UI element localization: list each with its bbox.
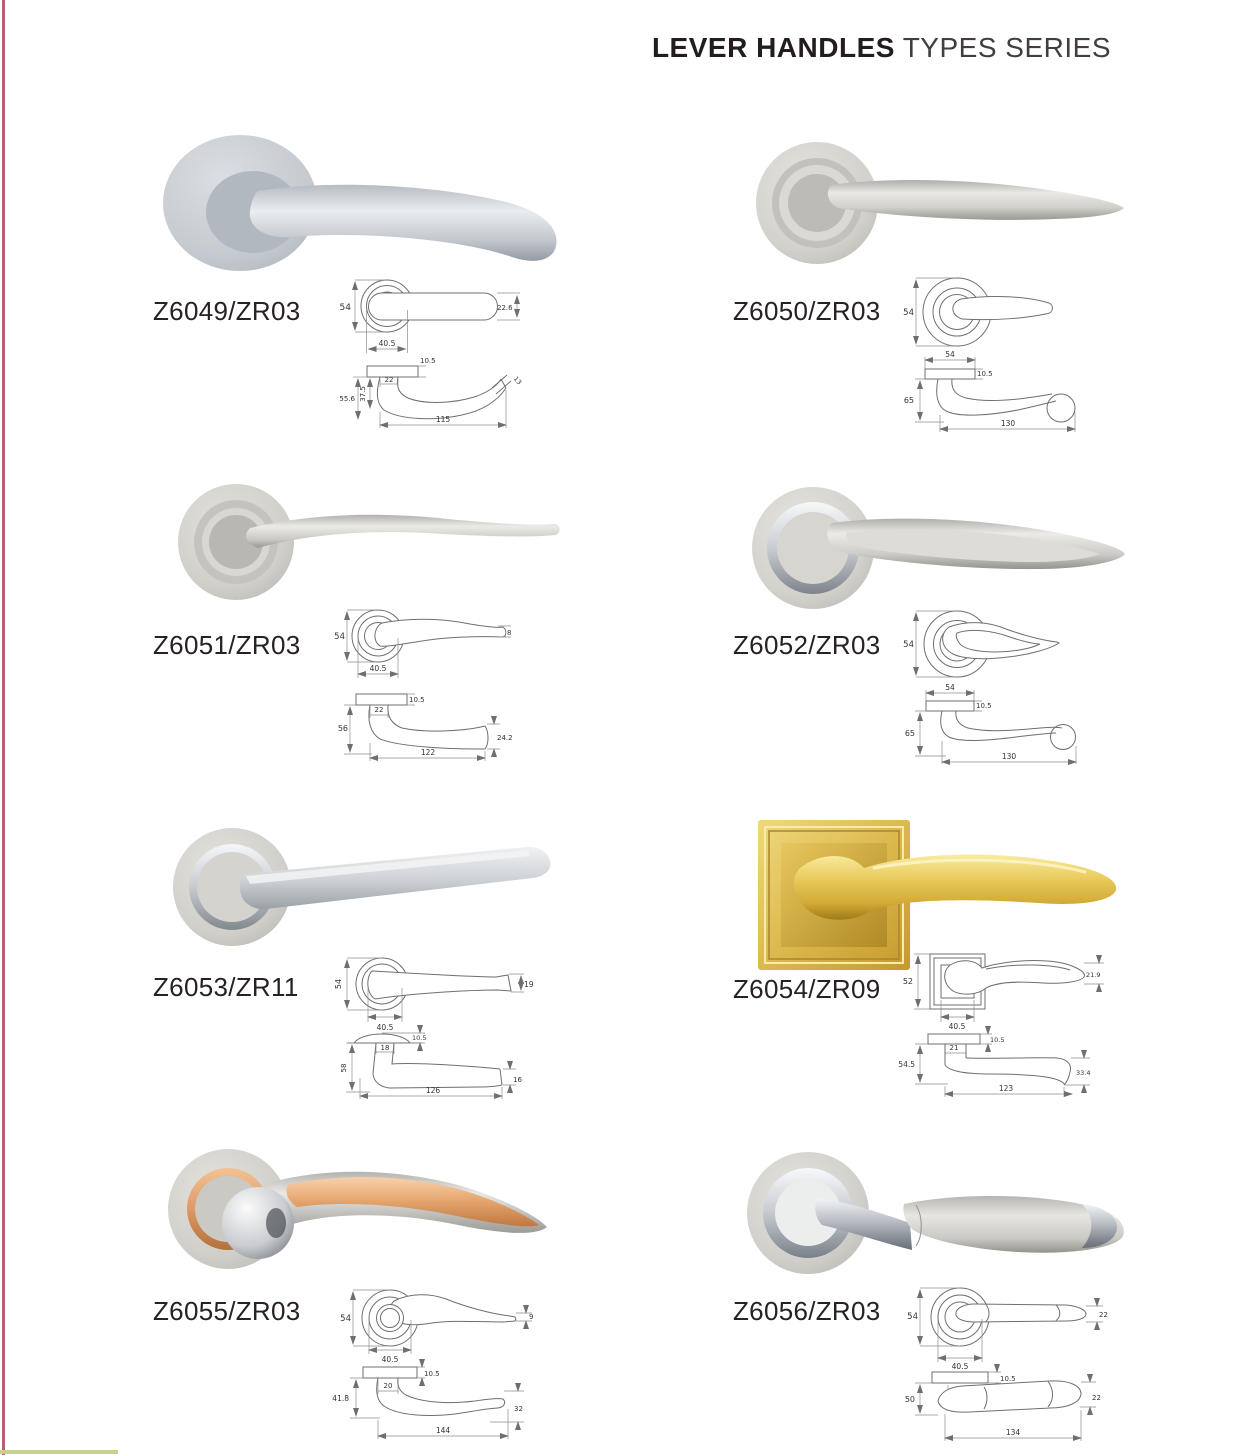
dim-h1: 41.8 — [332, 1394, 349, 1403]
dim-rose-t: 10.5 — [990, 1036, 1005, 1044]
dim-rose-dia: 54 — [903, 308, 914, 318]
technical-drawing-z6056 — [900, 1270, 1122, 1455]
front-view — [907, 1288, 1108, 1371]
dim-rose-w: 54 — [945, 350, 955, 359]
dim-h1: 54.5 — [898, 1060, 915, 1069]
dim-rose-t: 10.5 — [1000, 1375, 1016, 1383]
side-view — [332, 1359, 524, 1439]
dim-h1: 56 — [337, 724, 348, 733]
dim-len: 130 — [1000, 419, 1016, 428]
product-model: Z6049/ZR03 — [153, 296, 301, 326]
dim-h2: 37.5 — [359, 386, 367, 402]
side-view — [905, 683, 1076, 764]
dim-neck-w: 22 — [374, 706, 384, 714]
dim-neck-w: 20 — [383, 1382, 393, 1390]
dim-rose-w: 40.5 — [381, 1355, 399, 1364]
product-model: Z6050/ZR03 — [733, 296, 881, 326]
dim-end-w: 22 — [1092, 1394, 1101, 1402]
side-view — [339, 357, 523, 428]
page-title-light: TYPES SERIES — [902, 32, 1111, 63]
side-view — [338, 694, 513, 761]
dim-neck-w: 22 — [384, 376, 394, 384]
dim-len: 123 — [998, 1084, 1014, 1093]
front-view — [340, 280, 520, 353]
product-photo-z6051 — [148, 476, 575, 614]
dim-end-w: 13 — [511, 374, 524, 387]
dim-rose-w: 40.5 — [369, 664, 387, 673]
dim-rose-t: 10.5 — [409, 696, 425, 704]
technical-drawing-z6051 — [330, 606, 552, 784]
dim-lever-w: 21.9 — [1086, 971, 1101, 979]
dim-h1: 55.6 — [339, 395, 355, 403]
dim-rose-dia: 54 — [340, 1314, 351, 1324]
product-model: Z6054/ZR09 — [733, 974, 881, 1004]
dim-rose-w: 40.5 — [948, 1022, 966, 1031]
dim-rose-t: 10.5 — [420, 357, 436, 365]
dim-lever-w: 8 — [507, 629, 512, 637]
product-model: Z6055/ZR03 — [153, 1296, 301, 1326]
technical-drawing-z6049 — [330, 270, 552, 448]
dim-rose-dia: 54 — [334, 978, 343, 990]
dim-h1: 65 — [904, 729, 915, 738]
dim-h1: 50 — [904, 1395, 915, 1404]
product-photo-z6053 — [148, 810, 570, 962]
handle-photo — [747, 1152, 1124, 1274]
dim-len: 122 — [420, 748, 436, 757]
dim-len: 134 — [1005, 1428, 1021, 1437]
front-view — [334, 610, 511, 678]
dim-rose-w: 54 — [945, 683, 955, 692]
side-view — [905, 1364, 1101, 1441]
product-model: Z6052/ZR03 — [733, 630, 881, 660]
dim-rose-t: 10.5 — [412, 1034, 427, 1042]
product-model: Z6056/ZR03 — [733, 1296, 881, 1326]
page-title-bold: LEVER HANDLES — [651, 32, 895, 63]
front-view — [903, 611, 1059, 677]
dim-neck-w: 18 — [380, 1044, 390, 1052]
dim-rose-dia: 54 — [907, 1312, 918, 1322]
dim-end-w: 16 — [513, 1076, 522, 1084]
dim-rose-dia: 52 — [902, 977, 913, 986]
product-model: Z6053/ZR11 — [153, 972, 299, 1002]
dim-len: 115 — [435, 415, 451, 424]
page-left-accent — [2, 0, 5, 1455]
handle-photo — [168, 1149, 547, 1269]
front-view — [340, 1290, 533, 1364]
technical-drawing-z6052 — [900, 606, 1100, 784]
dim-lever-w: 9 — [529, 1313, 534, 1321]
front-view — [334, 958, 534, 1032]
dim-end-w: 33.4 — [1076, 1069, 1091, 1077]
dim-neck-w: 21 — [949, 1044, 959, 1052]
technical-drawing-z6053 — [330, 946, 552, 1118]
dim-lever-w: 19 — [524, 980, 534, 989]
dim-len: 126 — [425, 1086, 441, 1095]
dim-rose-dia: 54 — [903, 640, 914, 650]
product-model: Z6051/ZR03 — [153, 630, 301, 660]
handle-photo — [756, 142, 1124, 264]
side-view — [898, 1026, 1090, 1097]
product-photo-z6055 — [140, 1126, 572, 1290]
dim-len: 130 — [1001, 752, 1017, 761]
dim-rose-t: 10.5 — [424, 1370, 440, 1378]
page-title — [652, 32, 1111, 64]
handle-photo — [163, 135, 557, 271]
side-view — [904, 350, 1075, 432]
dim-len: 144 — [435, 1426, 451, 1435]
dim-rose-t: 10.5 — [976, 702, 992, 710]
dim-h1: 58 — [340, 1063, 348, 1073]
product-photo-z6049 — [140, 133, 570, 291]
product-photo-z6050 — [725, 136, 1140, 270]
dim-rose-t: 10.5 — [977, 370, 993, 378]
technical-drawing-z6054 — [900, 946, 1122, 1118]
product-photo-z6052 — [720, 478, 1140, 620]
dim-rose-w: 40.5 — [378, 339, 396, 348]
dim-end-w: 32 — [514, 1405, 523, 1413]
front-view — [903, 278, 1052, 346]
dim-lever-w: 22.6 — [497, 304, 513, 312]
dim-h1: 65 — [903, 396, 914, 405]
dim-rose-w: 40.5 — [376, 1023, 394, 1032]
handle-photo — [752, 487, 1125, 609]
handle-photo — [178, 484, 560, 600]
technical-drawing-z6055 — [330, 1270, 552, 1455]
front-view — [903, 954, 1104, 1031]
dim-rose-w: 40.5 — [951, 1362, 969, 1371]
side-view — [340, 1025, 522, 1099]
dim-lever-w: 22 — [1099, 1311, 1108, 1319]
product-photo-z6056 — [720, 1138, 1140, 1288]
page-bottom-accent — [0, 1450, 118, 1454]
dim-end-w: 24.2 — [497, 734, 513, 742]
handle-photo — [173, 828, 550, 946]
technical-drawing-z6050 — [900, 272, 1100, 448]
dim-rose-dia: 54 — [334, 632, 345, 642]
dim-rose-dia: 54 — [339, 303, 351, 313]
